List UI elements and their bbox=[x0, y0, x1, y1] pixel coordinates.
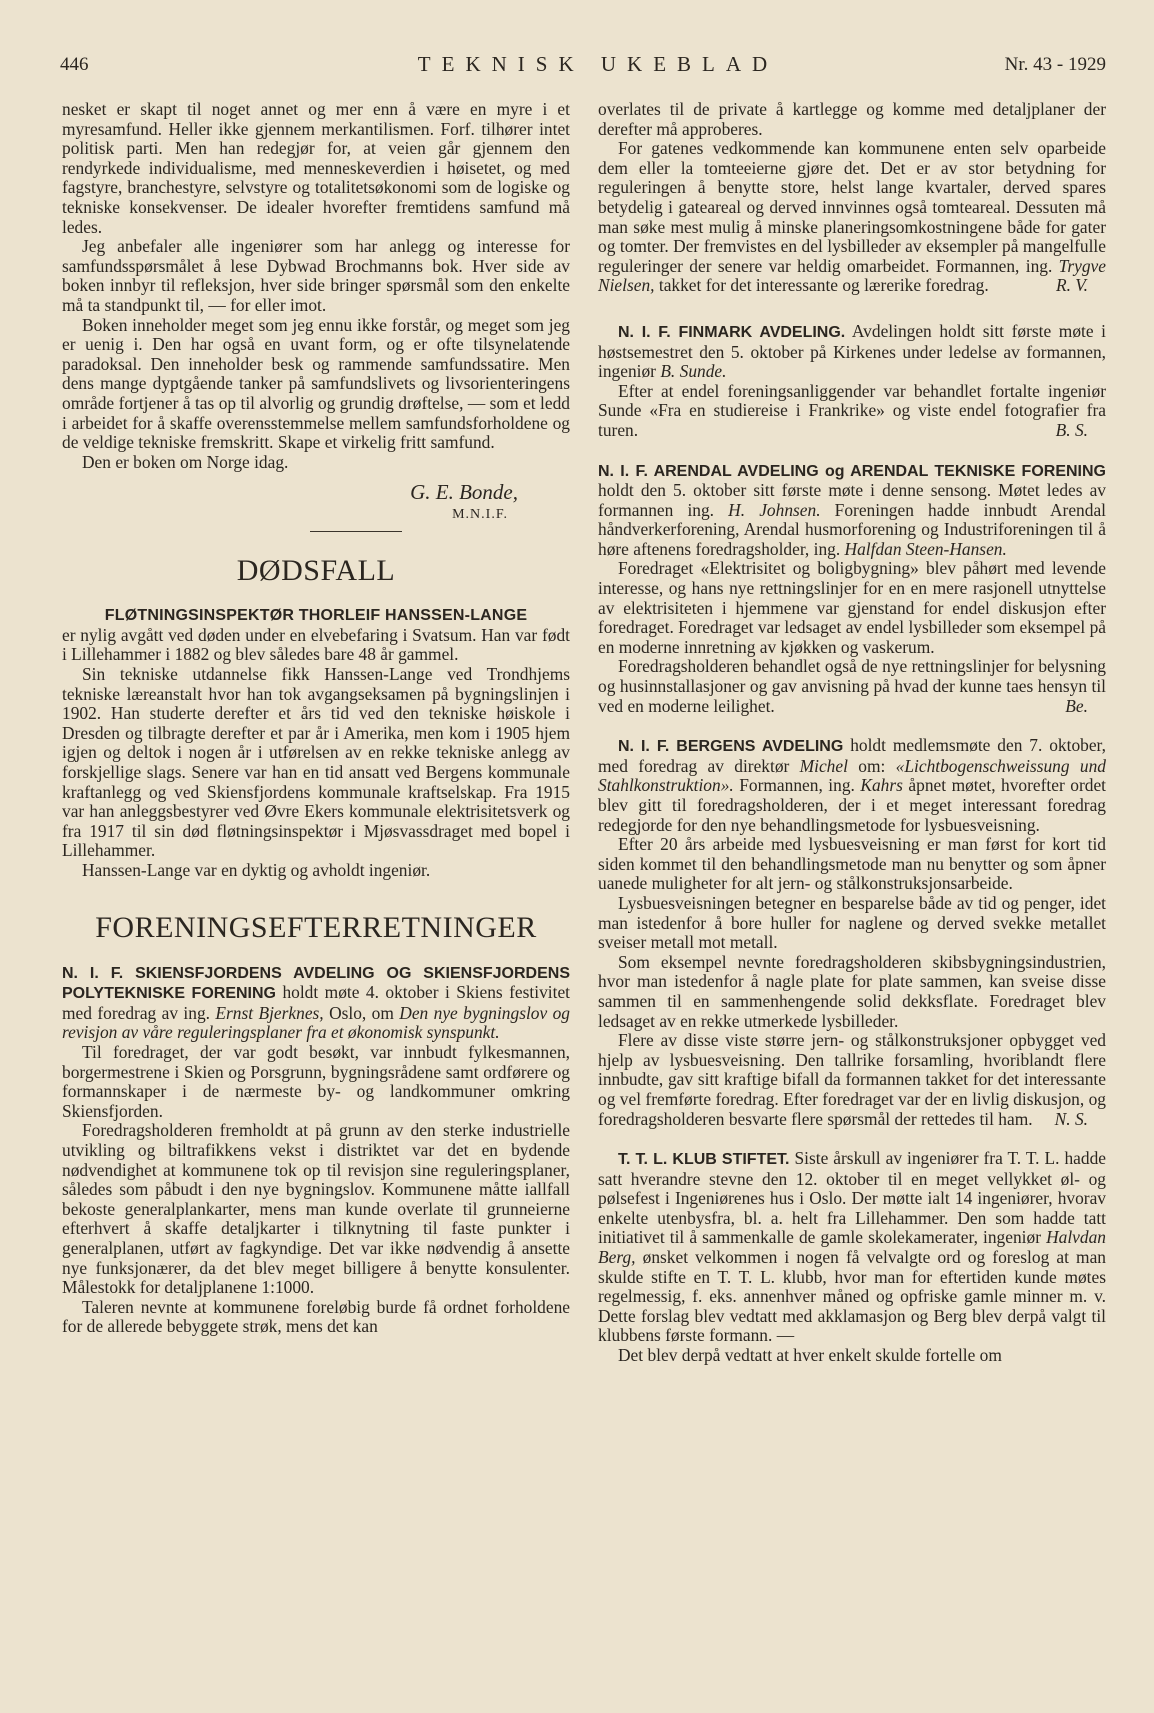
chairman-name: Trygve Nielsen, bbox=[598, 255, 1106, 296]
arendal-paragraph-1: N. I. F. ARENDAL AVDELING og ARENDAL TEKNISKE FORENING holdt den 5. oktober sitt første møte i denne sensong. Møtet ledes av formannen ing. H. Johnsen. Foreningen hadde innbudt Arendal håndverkerforening, Arendal husmorforening og Industriforeningen til å høre aftenens foredragsholder, ing. Halfdan Steen-Hansen. bbox=[598, 462, 1106, 559]
finmark-paragraph-2: Efter at endel foreningsanliggender var behandlet fortalte ingeniør Sunde «Fra en studiereise i Frankrike» og viste endel fotografier fra turen. B. S. bbox=[598, 380, 1106, 440]
association-news-title: FORENINGSEFTERRETNINGER bbox=[95, 910, 537, 944]
review-paragraph-2: Jeg anbefaler alle ingeniører som har anlegg og interesse for samfundsspørsmålet å lese Dybwad Brochmanns bok. Hver side av boken innbyr til refleksjon, hver side bringer spørsmål som den enkelte må ta standpunkt til, — for eller imot. bbox=[62, 236, 570, 315]
arendal-heading: N. I. F. ARENDAL AVDELING og ARENDAL TEKNISKE FORENING bbox=[598, 462, 1106, 480]
bergen-paragraph-5: Flere av disse viste større jern- og stålkonstruksjoner opbygget ved hjelp av lysbuesveisning. Den tallrike forsamling, hvoriblandt flere innbudte, gav sitt kraftige bifall da formannen takket for det interessante og vel fremførte foredrag. Efter foredraget var der en livlig diskusjon, og foredragsholderen besvarte flere spørsmål der rettedes til ham. N. S. bbox=[598, 1030, 1106, 1129]
skien-paragraph-2: Til foredraget, der var godt besøkt, var innbudt fylkesmannen, borgermestrene i Skien og Porsgrunn, bygningsrådene samt ordførere og formannskaper i de nærmeste by- og landkommuner omkring Skiensfjorden. bbox=[62, 1041, 570, 1121]
bergen-signature: N. S. bbox=[1054, 1108, 1088, 1129]
page-number: 446 bbox=[60, 54, 89, 75]
left-column bbox=[62, 100, 570, 1337]
finmark-paragraph-1: N. I. F. FINMARK AVDELING. Avdelingen holdt sitt første møte i høstsemestret den 5. oktober på Kirkenes under ledelse av formannen, ingeniør B. Sunde. bbox=[598, 320, 1107, 382]
bergen-paragraph-1: N. I. F. BERGENS AVDELING holdt medlemsmøte den 7. oktober, med foredrag av direktør Michel om: «Lichtbogenschweissung und Stahlkonstruktion». Formannen, ing. Kahrs åpnet møtet, hvorefter ordet blev gitt til foredragsholderen, der i et meget interessant foredrag redegjorde for den nye behandlingsmetode for lysbuesveisning. bbox=[598, 735, 1107, 835]
right-column bbox=[598, 100, 1106, 1366]
page-header bbox=[60, 52, 1106, 84]
arendal-signature: Be. bbox=[1065, 695, 1088, 716]
skien-paragraph-1: N. I. F. SKIENSFJORDENS AVDELING OG SKIENSFJORDENS POLYTEKNISKE FORENING holdt møte 4. oktober i Skiens festivitet med foredrag av ing. Ernst Bjerknes, Oslo, om Den nye bygningslov og revisjon av våre reguleringsplaner fra et økonomisk synspunkt. bbox=[62, 964, 570, 1043]
bergen-paragraph-3: Lysbuesveisningen betegner en besparelse både av tid og penger, idet man istedenfor å bore huller for naglene og derved svekke metallet sveiser metall mot metall. bbox=[598, 892, 1106, 953]
finmark-signature: B. S. bbox=[1055, 419, 1088, 440]
skien-continued-1: overlates til de private å kartlegge og komme med detaljplaner der derefter må approberes. bbox=[598, 99, 1106, 139]
skien-heading: N. I. F. SKIENSFJORDENS AVDELING OG SKIENSFJORDENS POLYTEKNISKE FORENING bbox=[62, 964, 570, 1003]
finmark-heading: N. I. F. FINMARK AVDELING. bbox=[618, 323, 846, 341]
bergen-paragraph-2: Efter 20 års arbeide med lysbuesveisning er man først for kort tid siden kommet til den behandlingsmetode man nu benytter og som åpner uanede muligheter for alt jern- og stålkonstruksjonsarbeide. bbox=[598, 834, 1106, 894]
ttl-heading: T. T. L. KLUB STIFTET. bbox=[618, 1151, 790, 1169]
bergen-heading: N. I. F. BERGENS AVDELING bbox=[618, 738, 844, 756]
obituary-heading: FLØTNINGSINSPEKTØR THORLEIF HANSSEN-LANGE bbox=[104, 607, 528, 625]
skien-continued-2: For gatenes vedkommende kan kommunene enten selv oparbeide dem eller la tomteeierne gjøre det. Det er av stor betydning for reguleringen å benytte store, helst lange kvartaler, derved spares betydelig i gateareal og derved innvinnes også tomteareal. Dessuten må man søke mest mulig å minske planeringsomkostningene både for gater og tomter. Der fremvistes en del lysbilleder av eksempler på mangelfulle reguleringer der senere var heldig omarbeidet. Formannen, ing. Trygve Nielsen, takket for det interessante og lærerike foredrag. R. V. bbox=[598, 138, 1106, 296]
arendal-paragraph-3: Foredragsholderen behandlet også de nye rettningslinjer for belysning og husinnstallasjoner og gav anvisning på hvad der kunne taes hensyn til ved en moderne leilighet. Be. bbox=[598, 656, 1106, 716]
journal-title: TEKNISK UKEBLAD bbox=[417, 52, 779, 76]
review-paragraph-3: Boken inneholder meget som jeg ennu ikke forstår, og meget som jeg er uenig i. Den har også en uvant form, og er ofte tilsynelatende paradoksal. Den inneholder besk og rammende samfundssatire. Men dens mange dyptgående tanker på samfundslivets og livsorienteringens område fortjener å tas op til alvorlig og grundig drøftelse, — som et ledd i arbeidet for å skaffe overensstemmelse mellem samfundsforholdene og de veldige tekniske fremskritt. Skape et virkelig fritt samfund. bbox=[62, 314, 570, 453]
review-signature-title: M.N.I.F. bbox=[452, 507, 508, 523]
obituary-paragraph-3: Hanssen-Lange var en dyktig og avholdt ingeniør. bbox=[82, 860, 431, 880]
skien-paragraph-3: Foredragsholderen fremholdt at på grunn av den sterke industrielle utvikling og biltrafikkens vekst i distriktet var det en bydende nødvendighet at kommunene tok op til revisjon sine reguleringsplaner, således som påbudt i den nye bygningslov. Kommunene måtte iallfall bekoste generalplankarter, mens man kunde overlate til grunneierne efterhvert å skaffe detaljkarter i tilknytning til faste punkter i generalplanen, utført av fagkyndige. Det var ikke nødvendig å ansette nye funksjonærer, da det blev meget billigere å benytte konsulenter. Målestokk for detaljplanene 1:1000. bbox=[62, 1120, 570, 1298]
speaker-name: Ernst Bjerknes, bbox=[215, 1002, 324, 1023]
skien-signature: R. V. bbox=[1055, 275, 1088, 296]
obituary-title: DØDSFALL bbox=[236, 554, 396, 588]
obituary-paragraph-2: Sin tekniske utdannelse fikk Hanssen-Lange ved Trondhjems tekniske læreanstalt hvor han tok avgangseksamen på bygningslinjen i 1902. Han studerte derefter et års tid ved den tekniske høiskole i Dresden og tilbragte derefter et par år i Amerika, men kom i 1905 hjem igjen og deltok i nogen år i utførelsen av en rekke tekniske anlegg av forskjellige slags. Senere var han en tid ansatt ved Bergens kommunale kraftanlegg og ved Skiensfjordens kommunale kraftselskap. Fra 1915 var han anleggsbestyrer ved Øvre Ekers kommunale elektrisitetsverk og fra 1917 til sin død fløtningsinspektør i Mjøsvassdraget med bopel i Lillehammer. bbox=[62, 664, 570, 861]
bergen-paragraph-4: Som eksempel nevnte foredragsholderen skibsbygningsindustrien, hvor man istedenfor å nagle plate for plate sammen, kan sveise disse sammen til en sammenhengende solid dekksflate. Foredraget blev ledsaget av en rekke utmerkede lysbilleder. bbox=[598, 951, 1106, 1031]
issue-number: Nr. 43 - 1929 bbox=[1004, 54, 1106, 75]
review-paragraph-1: nesket er skapt til noget annet og mer enn å være en myre i et myresamfund. Heller ikke gjennem merkantilismen. Forf. tilhører intet politisk parti. Men han redegjør for, at veien går gjennem den rendyrkede individualisme, med menneskeverdien i høisetet, og med fagstyre, branchestyre, selvstyre og totalitetsøkonomi som de logiske og tekniske konsekvenser. De idealer hvorefter fremtidens samfund må ledes. bbox=[62, 99, 570, 237]
section-divider bbox=[310, 531, 402, 532]
lecture-topic: Den nye bygningslov og revisjon av våre reguleringsplaner fra et økonomisk synspunkt. bbox=[62, 1002, 570, 1043]
ttl-paragraph-1: T. T. L. KLUB STIFTET. Siste årskull av ingeniører fra T. T. L. hadde satt hverandre stevne den 12. oktober til en meget vellykket øl- og pølsefest i Ingeniørenes hus i Oslo. Der møtte ialt 14 ingeniører, hvorav enkelte utenbysfra, bl. a. helt fra Lillehammer. Den som hadde tatt initiativet til å sammenkalle de gamle skolekamerater, ingeniør Halvdan Berg, ønsket velkommen i nogen få velvalgte ord og foreslog at man skulde stifte en T. T. L. klubb, hvor man for eftertiden kunde møtes regelmessig, f. eks. annenhver måned og opfriske gamle minner m. v. Dette forslag blev vedtatt med akklamasjon og Berg blev derpå valgt til klubbens første formann. — bbox=[598, 1148, 1107, 1346]
review-signature: G. E. Bonde, bbox=[410, 480, 518, 505]
skien-paragraph-4: Taleren nevnte at kommunene foreløbig burde få ordnet forholdene for de allerede bebyggete strøk, mens det kan bbox=[62, 1296, 570, 1337]
obituary-paragraph-1: er nylig avgått ved døden under en elvebefaring i Svatsum. Han var født i Lillehammer i 1882 og blev således bare 48 år gammel. bbox=[62, 624, 570, 665]
ttl-paragraph-2: Det blev derpå vedtatt at hver enkelt skulde fortelle om bbox=[618, 1345, 1002, 1366]
review-paragraph-4: Den er boken om Norge idag. bbox=[82, 451, 289, 472]
arendal-paragraph-2: Foredraget «Elektrisitet og boligbygning» blev påhørt med levende interesse, og hans nye rettningslinjer for en en mere rasjonell utnyttelse av elektrisiteten i hjemmene var gjenstand for endel diskusjon efter foredraget. Foredraget var ledsaget av endel lysbilleder som eksempel på en moderne innretning av kjøkken og vaskerum. bbox=[598, 558, 1106, 657]
